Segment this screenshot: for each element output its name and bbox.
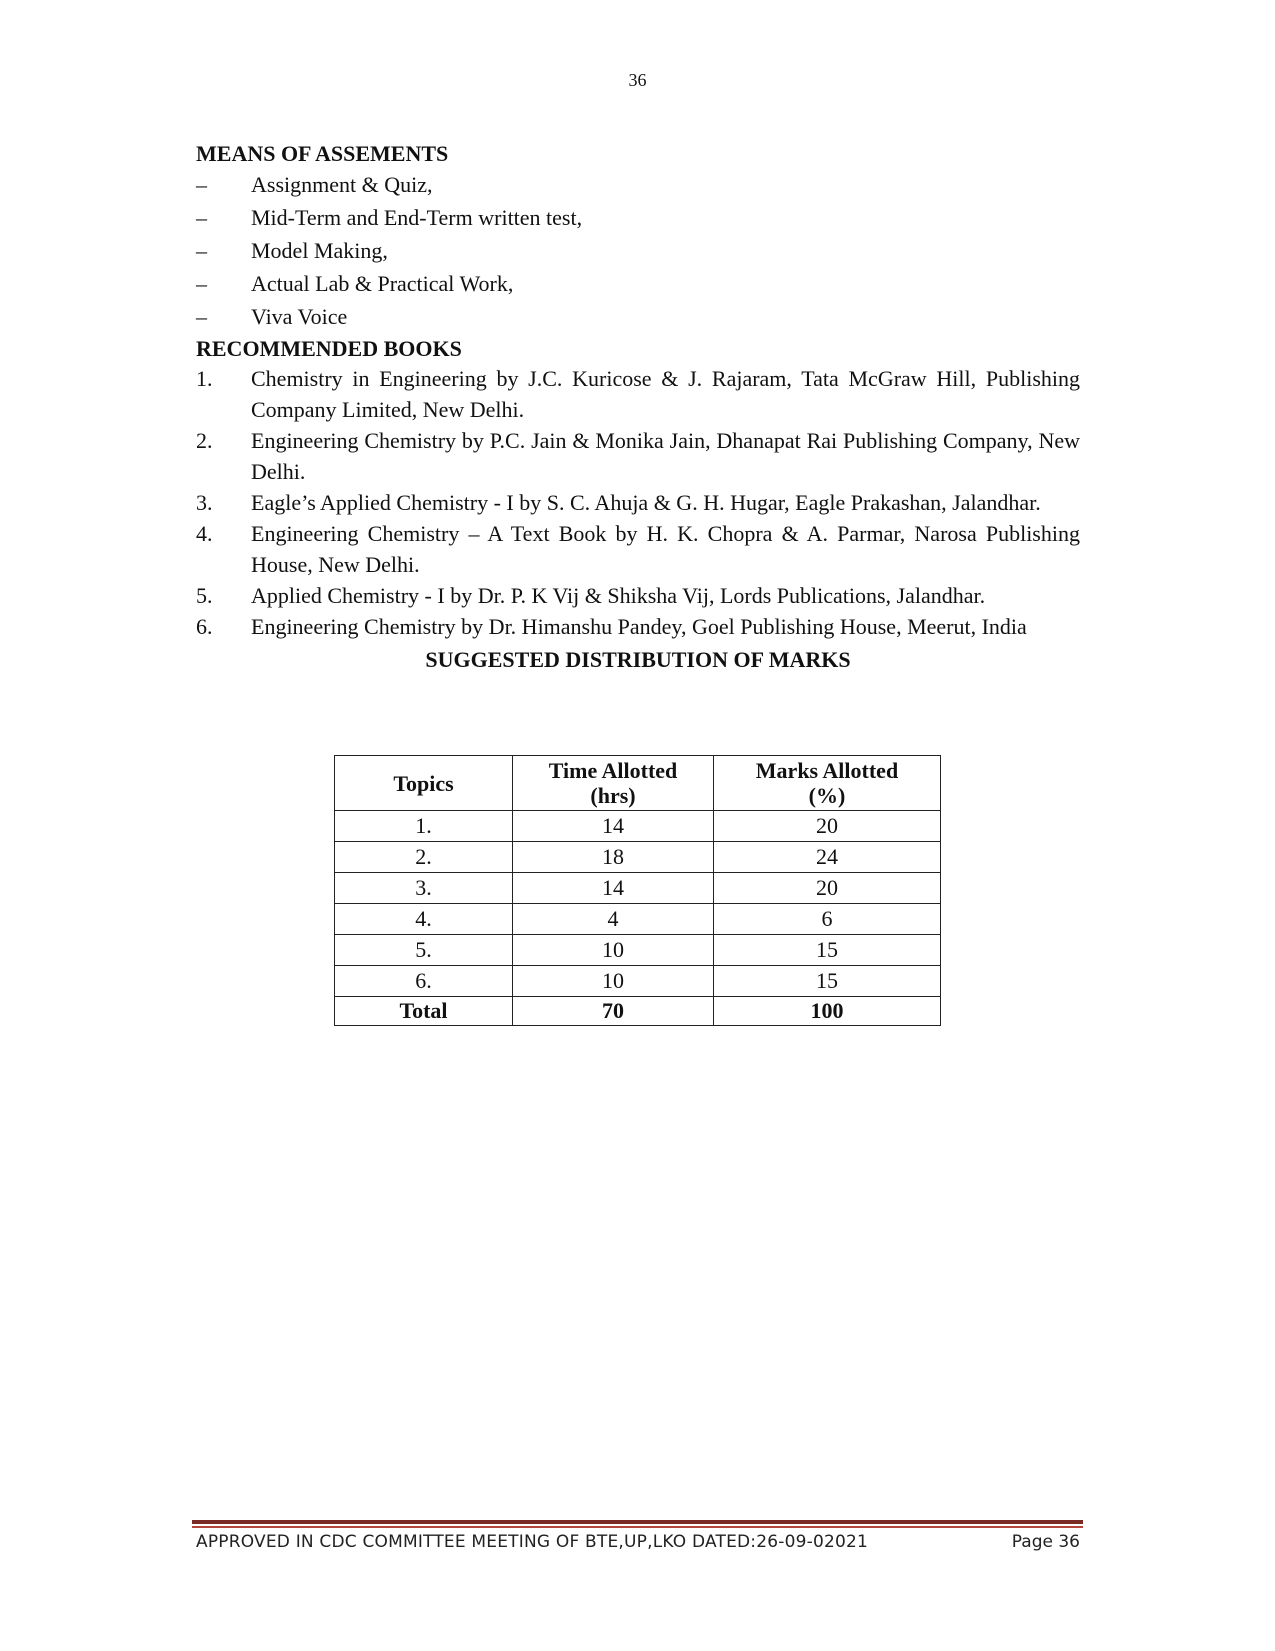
cell-marks: 6: [714, 904, 941, 935]
book-item: [196, 580, 1080, 611]
book-item: [196, 425, 1080, 487]
books-heading: RECOMMENDED BOOKS: [196, 336, 462, 361]
footer-divider: [192, 1520, 1083, 1528]
page-number-top: 36: [628, 70, 647, 90]
list-dash: –: [196, 304, 207, 329]
means-list: [196, 168, 1080, 333]
cell-topic: 1.: [335, 811, 513, 842]
means-item-text: Viva Voice: [251, 304, 348, 329]
list-dash: –: [196, 205, 207, 230]
means-item-text: Actual Lab & Practical Work,: [251, 271, 514, 296]
books-list: [196, 363, 1080, 642]
book-text: Chemistry in Engineering by J.C. Kuricose & J. Rajaram, Tata McGraw Hill, Publishing Company Limited, New Delhi.: [251, 366, 1080, 422]
means-item: [196, 300, 1080, 333]
book-number: 1.: [196, 366, 213, 391]
header-marks-line2: (%): [808, 783, 846, 808]
book-text: Engineering Chemistry by Dr. Himanshu Pandey, Goel Publishing House, Meerut, India: [251, 614, 1027, 639]
means-item-text: Mid-Term and End-Term written test,: [251, 205, 583, 230]
document-body: [196, 140, 1080, 674]
book-item: [196, 518, 1080, 580]
book-number: 2.: [196, 428, 213, 453]
cell-time: 14: [513, 811, 714, 842]
cell-topic: 2.: [335, 842, 513, 873]
cell-marks: 20: [714, 873, 941, 904]
book-text: Engineering Chemistry – A Text Book by H. K. Chopra & A. Parmar, Narosa Publishing House, New Delhi.: [251, 521, 1080, 577]
table-row: [335, 811, 941, 842]
book-number: 5.: [196, 583, 213, 608]
header-time-allotted: [513, 756, 714, 811]
book-number: 4.: [196, 521, 213, 546]
cell-total-marks: 100: [714, 997, 941, 1026]
book-text: Eagle’s Applied Chemistry - I by S. C. Ahuja & G. H. Hugar, Eagle Prakashan, Jalandhar.: [251, 490, 1041, 515]
means-item-text: Model Making,: [251, 238, 388, 263]
cell-time: 10: [513, 935, 714, 966]
means-item: [196, 267, 1080, 300]
cell-topic: 6.: [335, 966, 513, 997]
cell-topic: 3.: [335, 873, 513, 904]
header-marks-allotted: [714, 756, 941, 811]
list-dash: –: [196, 238, 207, 263]
list-dash: –: [196, 172, 207, 197]
book-number: 6.: [196, 614, 213, 639]
header-marks-line1: Marks Allotted: [755, 758, 899, 783]
header-topics: Topics: [335, 756, 513, 811]
means-heading: MEANS OF ASSEMENTS: [196, 141, 449, 166]
means-item-text: Assignment & Quiz,: [251, 172, 433, 197]
header-time-line1: Time Allotted: [548, 758, 678, 783]
cell-total-label: Total: [335, 997, 513, 1026]
table-header-row: [335, 756, 941, 811]
cell-time: 18: [513, 842, 714, 873]
book-item: [196, 363, 1080, 425]
cell-time: 4: [513, 904, 714, 935]
table-row: [335, 904, 941, 935]
cell-time: 14: [513, 873, 714, 904]
means-item: [196, 234, 1080, 267]
footer-page-label: Page 36: [1011, 1532, 1080, 1552]
table-total-row: [335, 997, 941, 1026]
marks-distribution-table: [334, 755, 941, 1026]
book-text: Applied Chemistry - I by Dr. P. K Vij & Shiksha Vij, Lords Publications, Jalandhar.: [251, 583, 986, 608]
means-item: [196, 201, 1080, 234]
marks-table-title: SUGGESTED DISTRIBUTION OF MARKS: [425, 647, 851, 672]
book-text: Engineering Chemistry by P.C. Jain & Monika Jain, Dhanapat Rai Publishing Company, New Delhi.: [251, 428, 1080, 484]
footer-approval-text: APPROVED IN CDC COMMITTEE MEETING OF BTE,UP,LKO DATED:26-09-02021: [196, 1532, 869, 1552]
table-row: [335, 935, 941, 966]
book-number: 3.: [196, 490, 213, 515]
cell-topic: 4.: [335, 904, 513, 935]
cell-total-time: 70: [513, 997, 714, 1026]
header-time-line2: (hrs): [590, 783, 636, 808]
cell-time: 10: [513, 966, 714, 997]
means-item: [196, 168, 1080, 201]
table-row: [335, 966, 941, 997]
table-row: [335, 873, 941, 904]
table-row: [335, 842, 941, 873]
list-dash: –: [196, 271, 207, 296]
cell-topic: 5.: [335, 935, 513, 966]
book-item: [196, 611, 1080, 642]
cell-marks: 15: [714, 966, 941, 997]
cell-marks: 24: [714, 842, 941, 873]
book-item: [196, 487, 1080, 518]
cell-marks: 20: [714, 811, 941, 842]
cell-marks: 15: [714, 935, 941, 966]
